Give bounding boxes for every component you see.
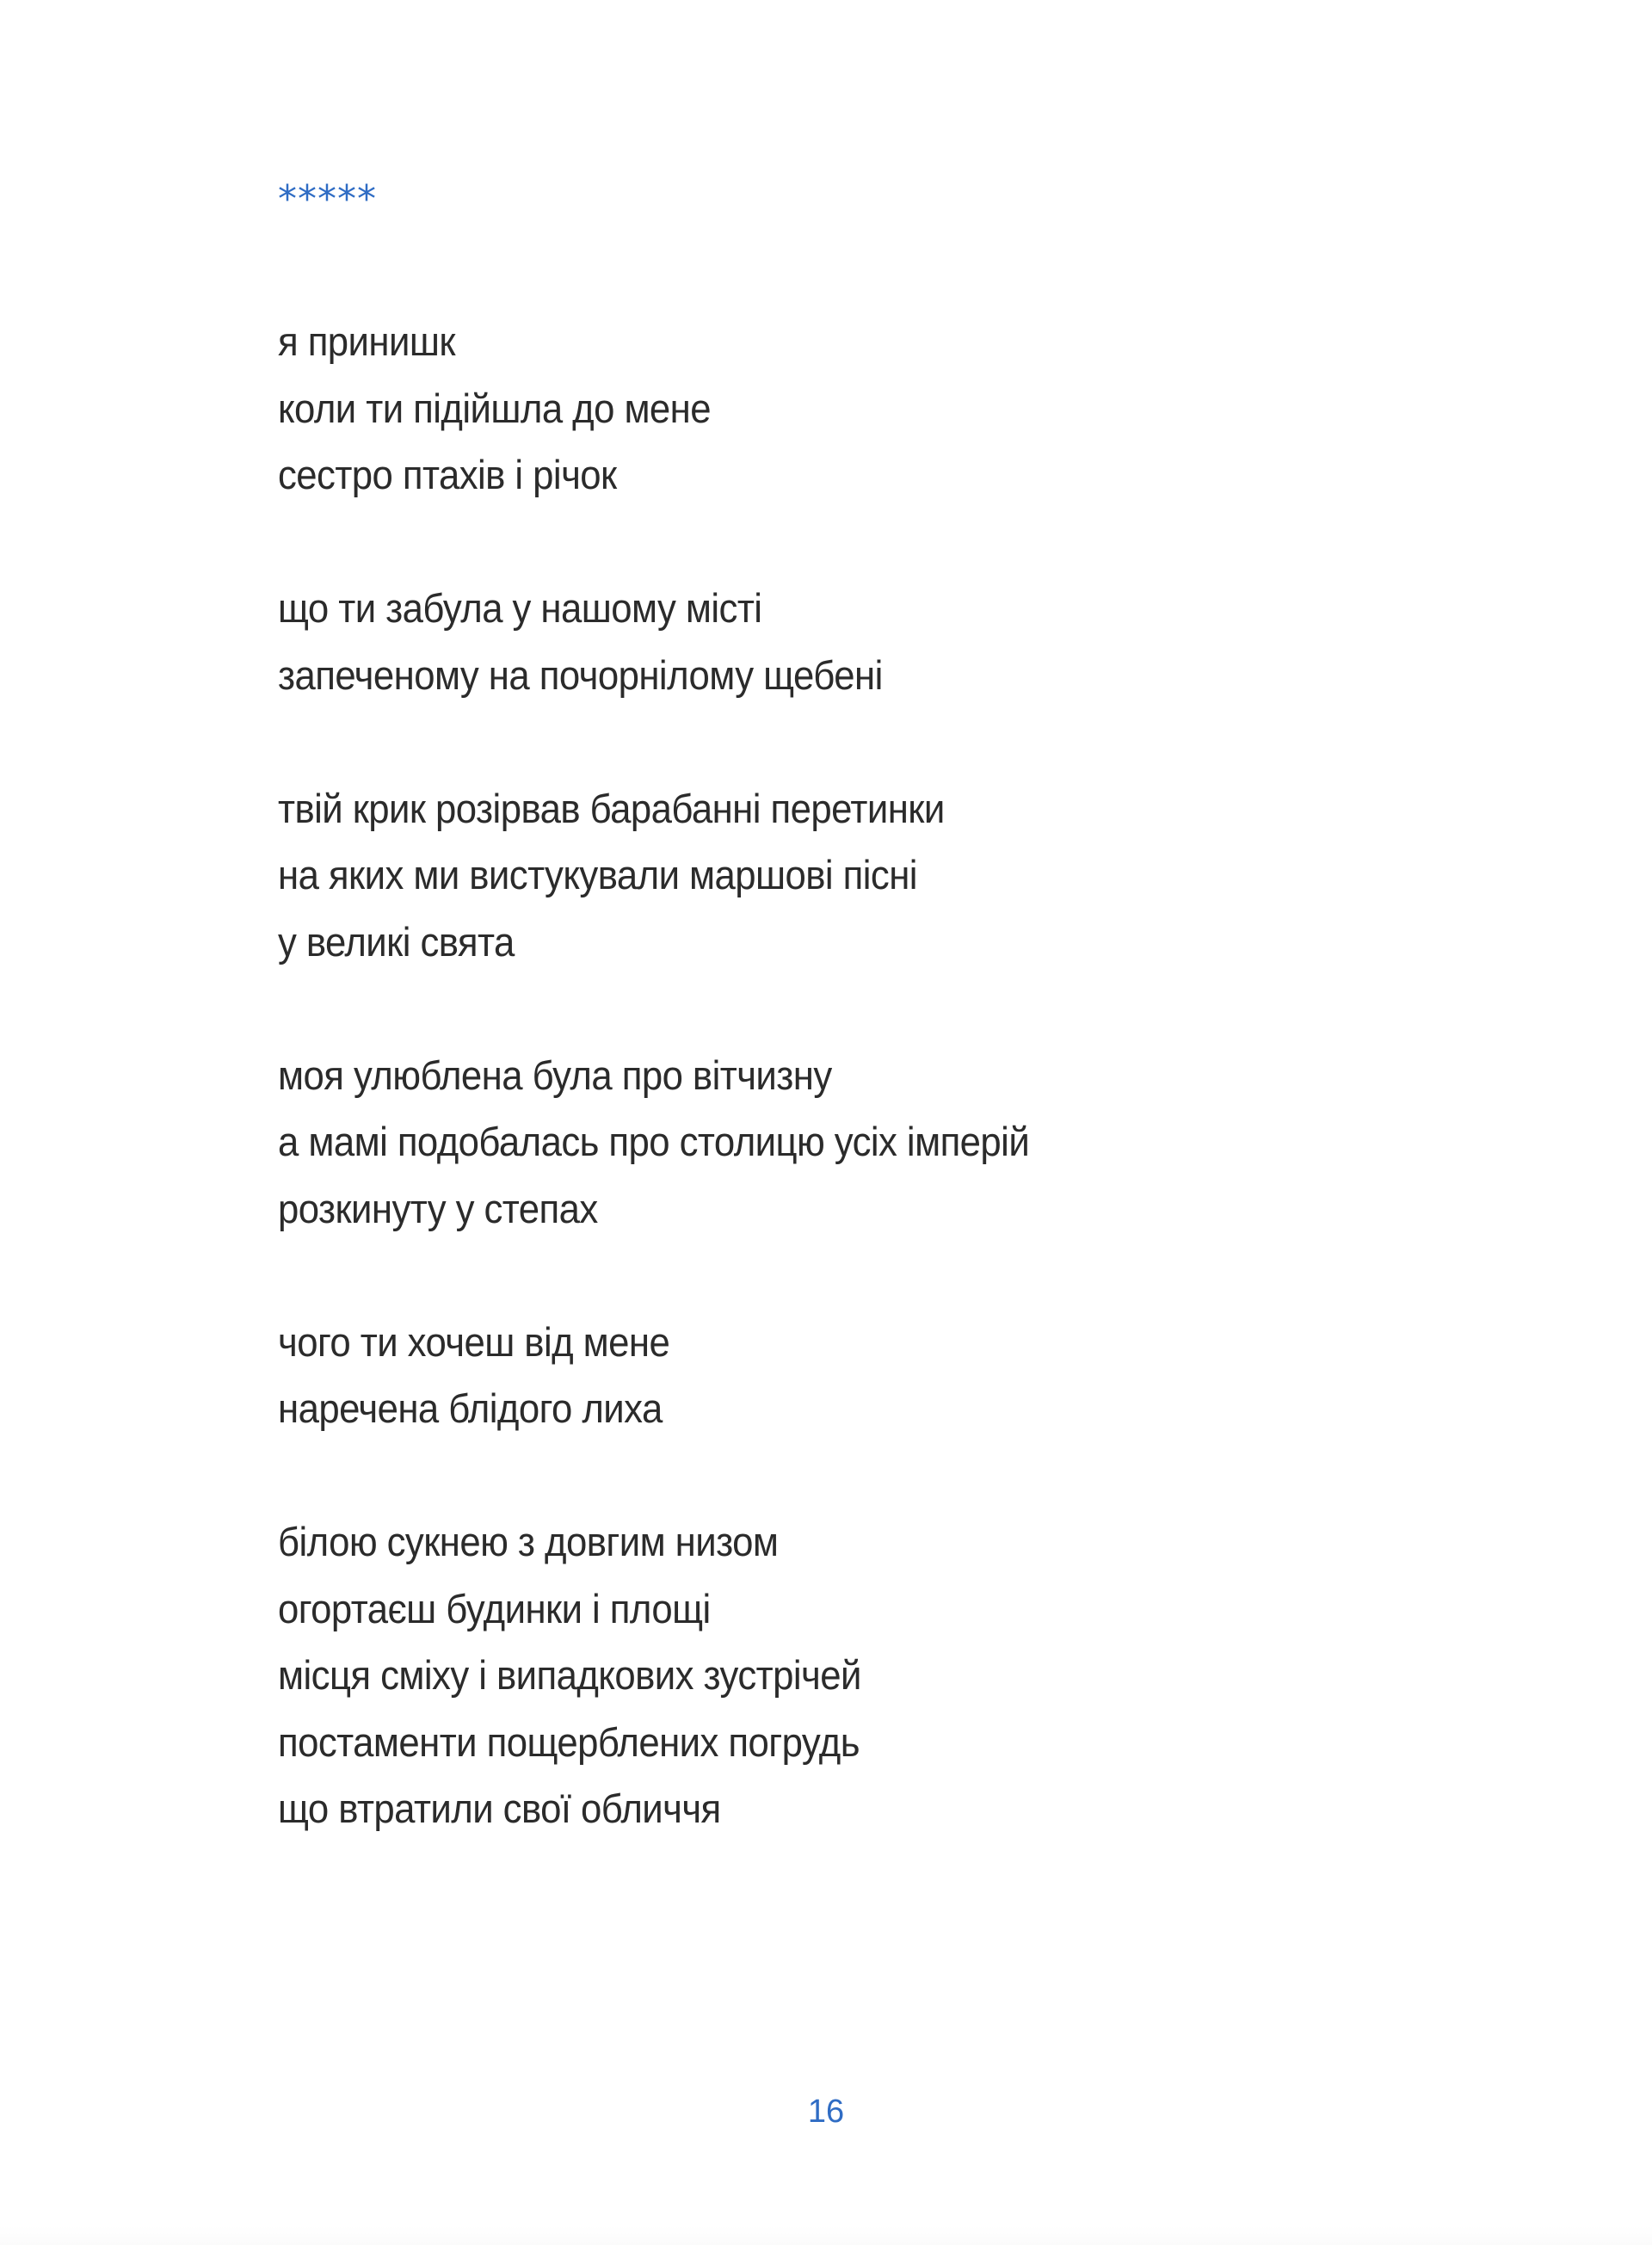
poem-line: чого ти хочеш від мене [278, 1318, 670, 1365]
stanza-1 [278, 308, 1569, 509]
poem-line: розкинуту у степах [278, 1185, 598, 1231]
poem-line: що втратили свої обличчя [278, 1786, 721, 1831]
stanza-2 [278, 575, 1569, 708]
poem-line: наречена блідого лиха [278, 1385, 663, 1431]
poem-line: коли ти підійшла до мене [278, 385, 712, 431]
poem-line: місця сміху і випадкових зустрічей [278, 1652, 861, 1698]
page-bottom-edge [0, 2226, 1652, 2245]
page-number: 16 [807, 2094, 845, 2130]
poem-line: сестро птахів і річок [278, 452, 617, 497]
poem-line: білою сукнею з довгим низом [278, 1519, 779, 1564]
stanza-4 [278, 1042, 1569, 1243]
poem-line: а мамі подобалась про столицю усіх імперій [278, 1119, 1030, 1164]
poem-line: що ти забула у нашому місті [278, 585, 762, 631]
stanza-6 [278, 1508, 1569, 1842]
poem-line: на яких ми вистукували маршові пісні [278, 852, 917, 897]
poem-line: я принишк [278, 318, 455, 364]
stanza-3 [278, 775, 1569, 976]
poem-body [278, 308, 1569, 1909]
stanza-5 [278, 1309, 1569, 1442]
section-separator-asterisks: ***** [278, 177, 377, 221]
poem-line: у великі свята [278, 918, 515, 965]
poem-line: постаменти пощерблених погрудь [278, 1718, 860, 1765]
poem-line: моя улюблена була про вітчизну [278, 1052, 832, 1098]
poem-line: твій крик розірвав барабанні перетинки [278, 785, 945, 831]
poem-line: огортаєш будинки і площі [278, 1585, 711, 1631]
poem-line: запеченому на почорнілому щебені [278, 651, 883, 698]
